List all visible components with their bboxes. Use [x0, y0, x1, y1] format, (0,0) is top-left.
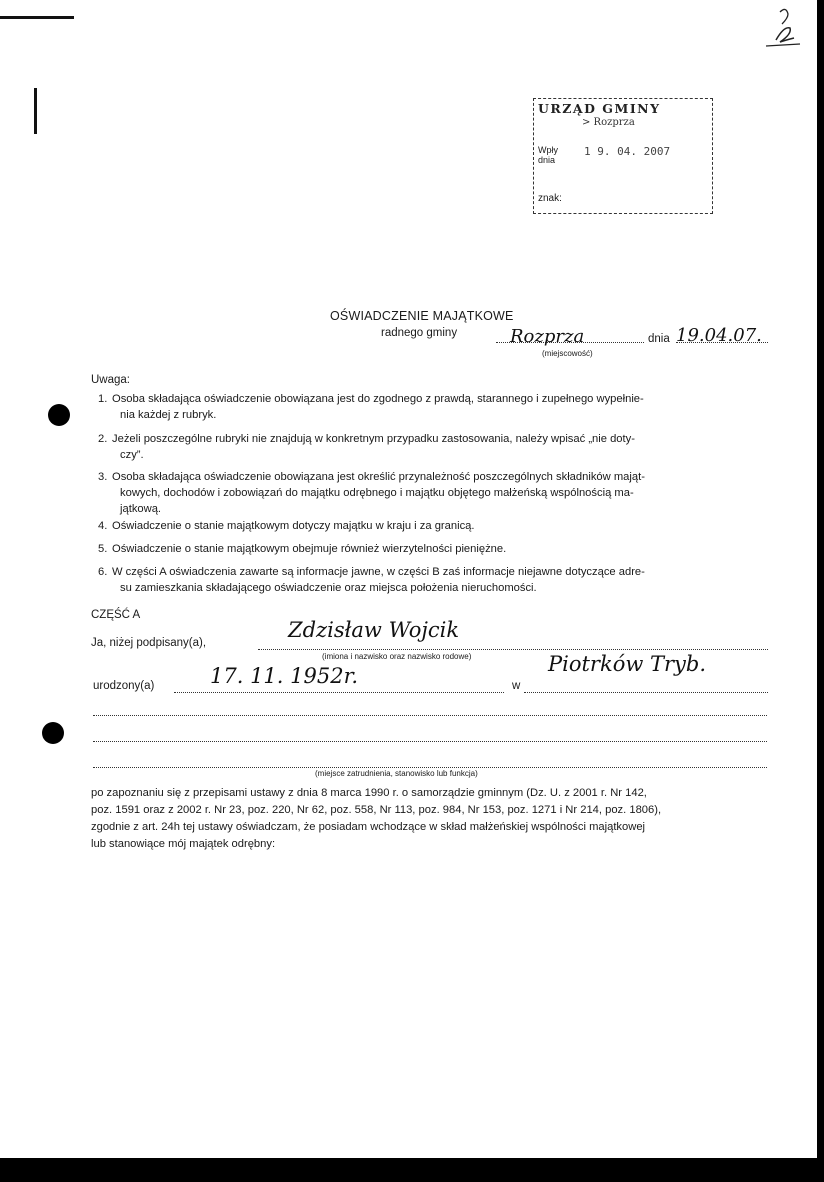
- document-title: OŚWIADCZENIE MAJĄTKOWE: [330, 309, 514, 323]
- notes-heading: Uwaga:: [91, 374, 130, 386]
- scan-border-bottom: [0, 1158, 824, 1182]
- work-field-line-2[interactable]: [93, 741, 767, 742]
- born-in-label: w: [512, 680, 521, 692]
- name-caption: (imiona i nazwisko oraz nazwisko rodowe): [322, 652, 472, 661]
- place-caption: (miejscowość): [542, 349, 593, 358]
- stamp-received-label: Wpły: [538, 145, 558, 155]
- scan-artifact-top: [0, 16, 74, 19]
- punch-hole-lower: [42, 722, 64, 744]
- office-stamp: [533, 98, 713, 214]
- declaration-body: po zapoznaniu się z przepisami ustawy z dnia 8 marca 1990 r. o samorządzie gminnym (Dz. U. z 2001 r. Nr 142, poz. 1591 oraz z 2002 r. Nr 23, poz. 220, Nr 62, poz. 558, Nr 113, poz. 984, Nr 153, poz. 1271 i Nr 214, poz. 1806), zgodnie z art. 24h tej ustawy oświadczam, że posiadam wchodzące w skład małżeńskiej wspólności majątkowej lub stanowiące mój majątek odrębny:: [91, 787, 662, 850]
- place-handwritten: Rozprza: [510, 326, 585, 347]
- born-date-handwritten: 17. 11. 1952r.: [210, 664, 358, 688]
- stamp-sign-label: znak:: [538, 193, 562, 204]
- part-a-heading: CZĘŚĆ A: [91, 609, 141, 621]
- stamp-date: 1 9. 04. 2007: [584, 145, 671, 158]
- work-field-line-1[interactable]: [93, 715, 767, 716]
- punch-hole-upper: [48, 404, 70, 426]
- born-place-field[interactable]: [524, 692, 768, 693]
- scan-artifact-left: [34, 88, 37, 134]
- document-subtitle: radnego gminy: [381, 327, 458, 339]
- work-field-line-3[interactable]: [93, 767, 767, 768]
- stamp-place: > Rozprza: [582, 117, 635, 128]
- name-field[interactable]: [258, 649, 768, 650]
- stamp-office: URZĄD GMINY: [538, 101, 661, 116]
- date-label: dnia: [648, 333, 670, 345]
- name-handwritten: Zdzisław Wojcik: [288, 618, 460, 642]
- born-date-field[interactable]: [174, 692, 504, 693]
- born-place-handwritten: Piotrków Tryb.: [548, 652, 707, 676]
- name-label: Ja, niżej podpisany(a),: [91, 637, 207, 649]
- date-handwritten: 19.04.07.: [676, 325, 762, 346]
- scan-border-right: [817, 0, 824, 1158]
- work-caption: (miejsce zatrudnienia, stanowisko lub funkcja): [315, 769, 478, 778]
- stamp-date-label: dnia: [538, 155, 556, 165]
- born-label: urodzony(a): [93, 680, 155, 692]
- page-number: [762, 4, 802, 52]
